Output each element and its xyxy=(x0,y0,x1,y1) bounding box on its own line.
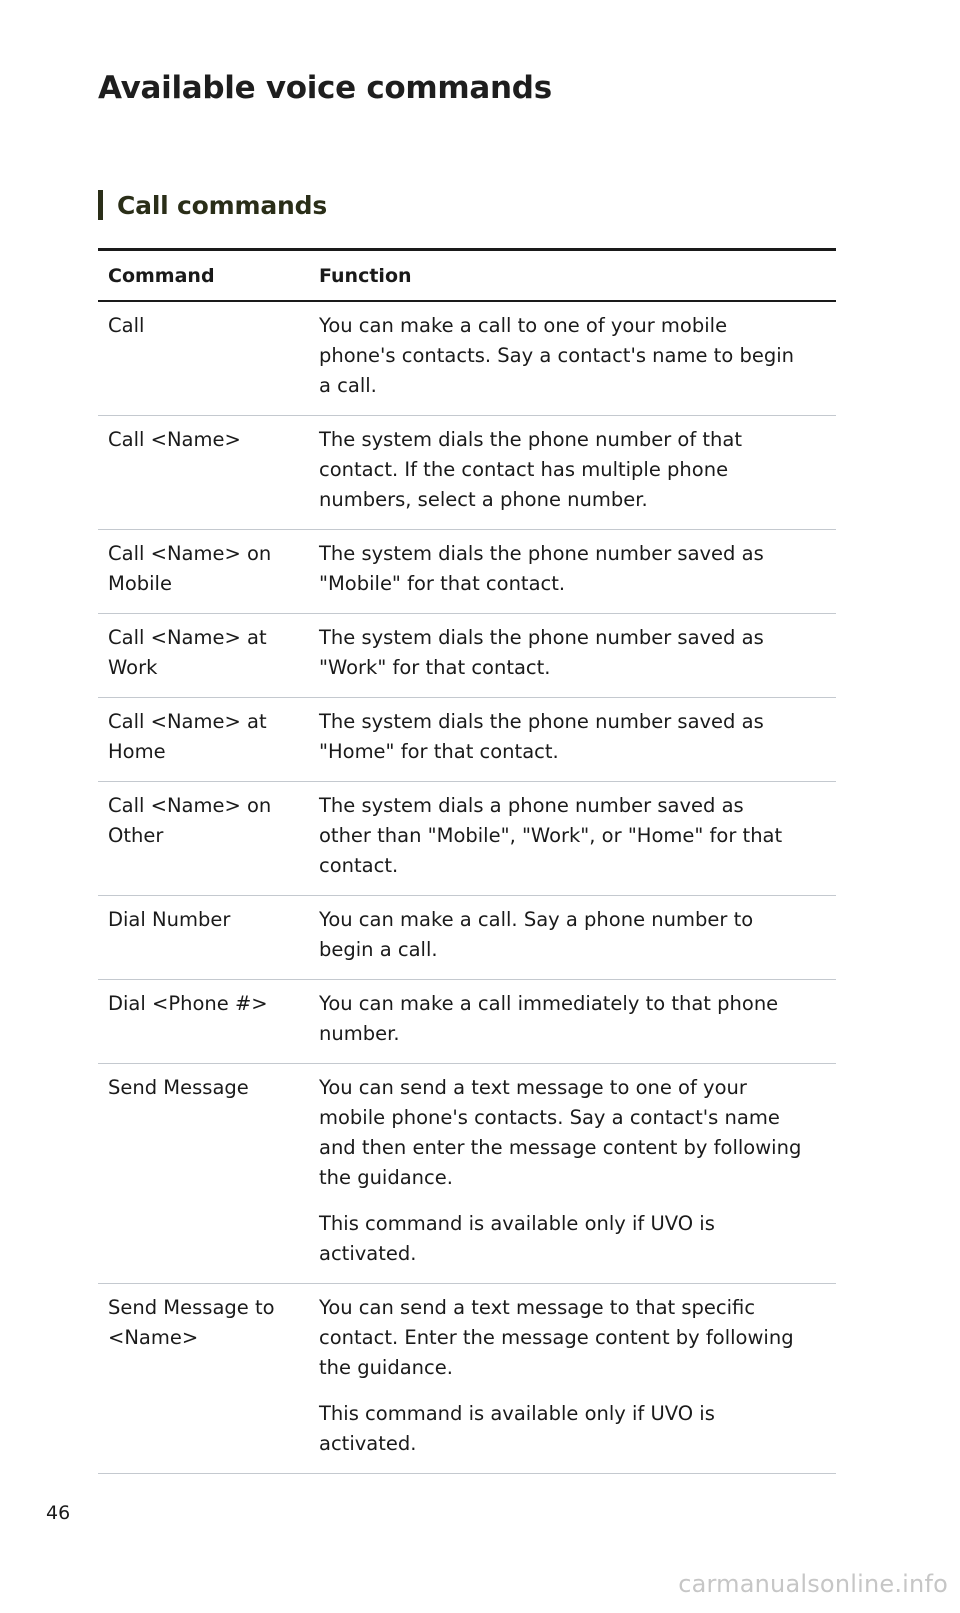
table-row xyxy=(98,980,836,1064)
function-cell xyxy=(319,623,836,683)
section-marker-bar xyxy=(98,190,103,220)
command-cell: Dial Number xyxy=(108,908,231,931)
function-paragraph: This command is available only if UVO is activated. xyxy=(319,1212,715,1265)
page-number: 46 xyxy=(46,1502,71,1524)
command-cell: Call <Name> on Other xyxy=(108,794,272,847)
command-cell: Call <Name> on Mobile xyxy=(108,542,272,595)
command-cell: Call <Name> at Home xyxy=(108,710,267,763)
function-cell xyxy=(319,425,836,515)
function-paragraph: The system dials the phone number saved as "Mobile" for that contact. xyxy=(319,542,764,595)
function-paragraph: You can make a call immediately to that phone number. xyxy=(319,992,779,1045)
commands-table xyxy=(98,248,836,1474)
table-row xyxy=(98,896,836,980)
function-paragraph: The system dials the phone number of that contact. If the contact has multiple phone numbers, select a phone number. xyxy=(319,428,743,511)
function-paragraph: You can send a text message to one of your mobile phone's contacts. Say a contact's name and then enter the message content by following the guidance. xyxy=(319,1076,802,1189)
function-cell xyxy=(319,707,836,767)
command-cell: Call xyxy=(108,314,145,337)
table-row xyxy=(98,302,836,416)
table-row xyxy=(98,1284,836,1474)
table-row xyxy=(98,782,836,896)
table-body xyxy=(98,302,836,1474)
function-paragraph: The system dials the phone number saved as "Work" for that contact. xyxy=(319,626,764,679)
function-paragraph: This command is available only if UVO is activated. xyxy=(319,1402,715,1455)
function-cell xyxy=(319,791,836,881)
function-paragraph: The system dials a phone number saved as other than "Mobile", "Work", or "Home" for that contact. xyxy=(319,794,783,877)
table-row xyxy=(98,1064,836,1284)
function-paragraph: You can make a call to one of your mobile phone's contacts. Say a contact's name to begin a call. xyxy=(319,314,794,397)
table-header-row xyxy=(98,251,836,302)
command-cell: Send Message to <Name> xyxy=(108,1296,275,1349)
section-title: Call commands xyxy=(117,190,327,220)
function-cell xyxy=(319,311,836,401)
function-cell xyxy=(319,905,836,965)
command-cell: Call <Name> at Work xyxy=(108,626,267,679)
function-paragraph: You can make a call. Say a phone number to begin a call. xyxy=(319,908,754,961)
command-cell: Dial <Phone #> xyxy=(108,992,268,1015)
table-row xyxy=(98,698,836,782)
table-row xyxy=(98,416,836,530)
function-cell xyxy=(319,539,836,599)
function-cell xyxy=(319,1293,836,1459)
command-cell: Send Message xyxy=(108,1076,249,1099)
function-paragraph: You can send a text message to that specific contact. Enter the message content by following the guidance. xyxy=(319,1296,794,1379)
table-row xyxy=(98,614,836,698)
column-header-command: Command xyxy=(108,264,215,287)
function-cell xyxy=(319,1073,836,1269)
command-cell: Call <Name> xyxy=(108,428,241,451)
function-cell xyxy=(319,989,836,1049)
column-header-function: Function xyxy=(319,264,412,287)
function-paragraph: The system dials the phone number saved as "Home" for that contact. xyxy=(319,710,764,763)
table-row xyxy=(98,530,836,614)
watermark-text: carmanualsonline.info xyxy=(678,1570,948,1598)
page-heading: Available voice commands xyxy=(98,70,552,106)
section-heading xyxy=(98,187,327,223)
